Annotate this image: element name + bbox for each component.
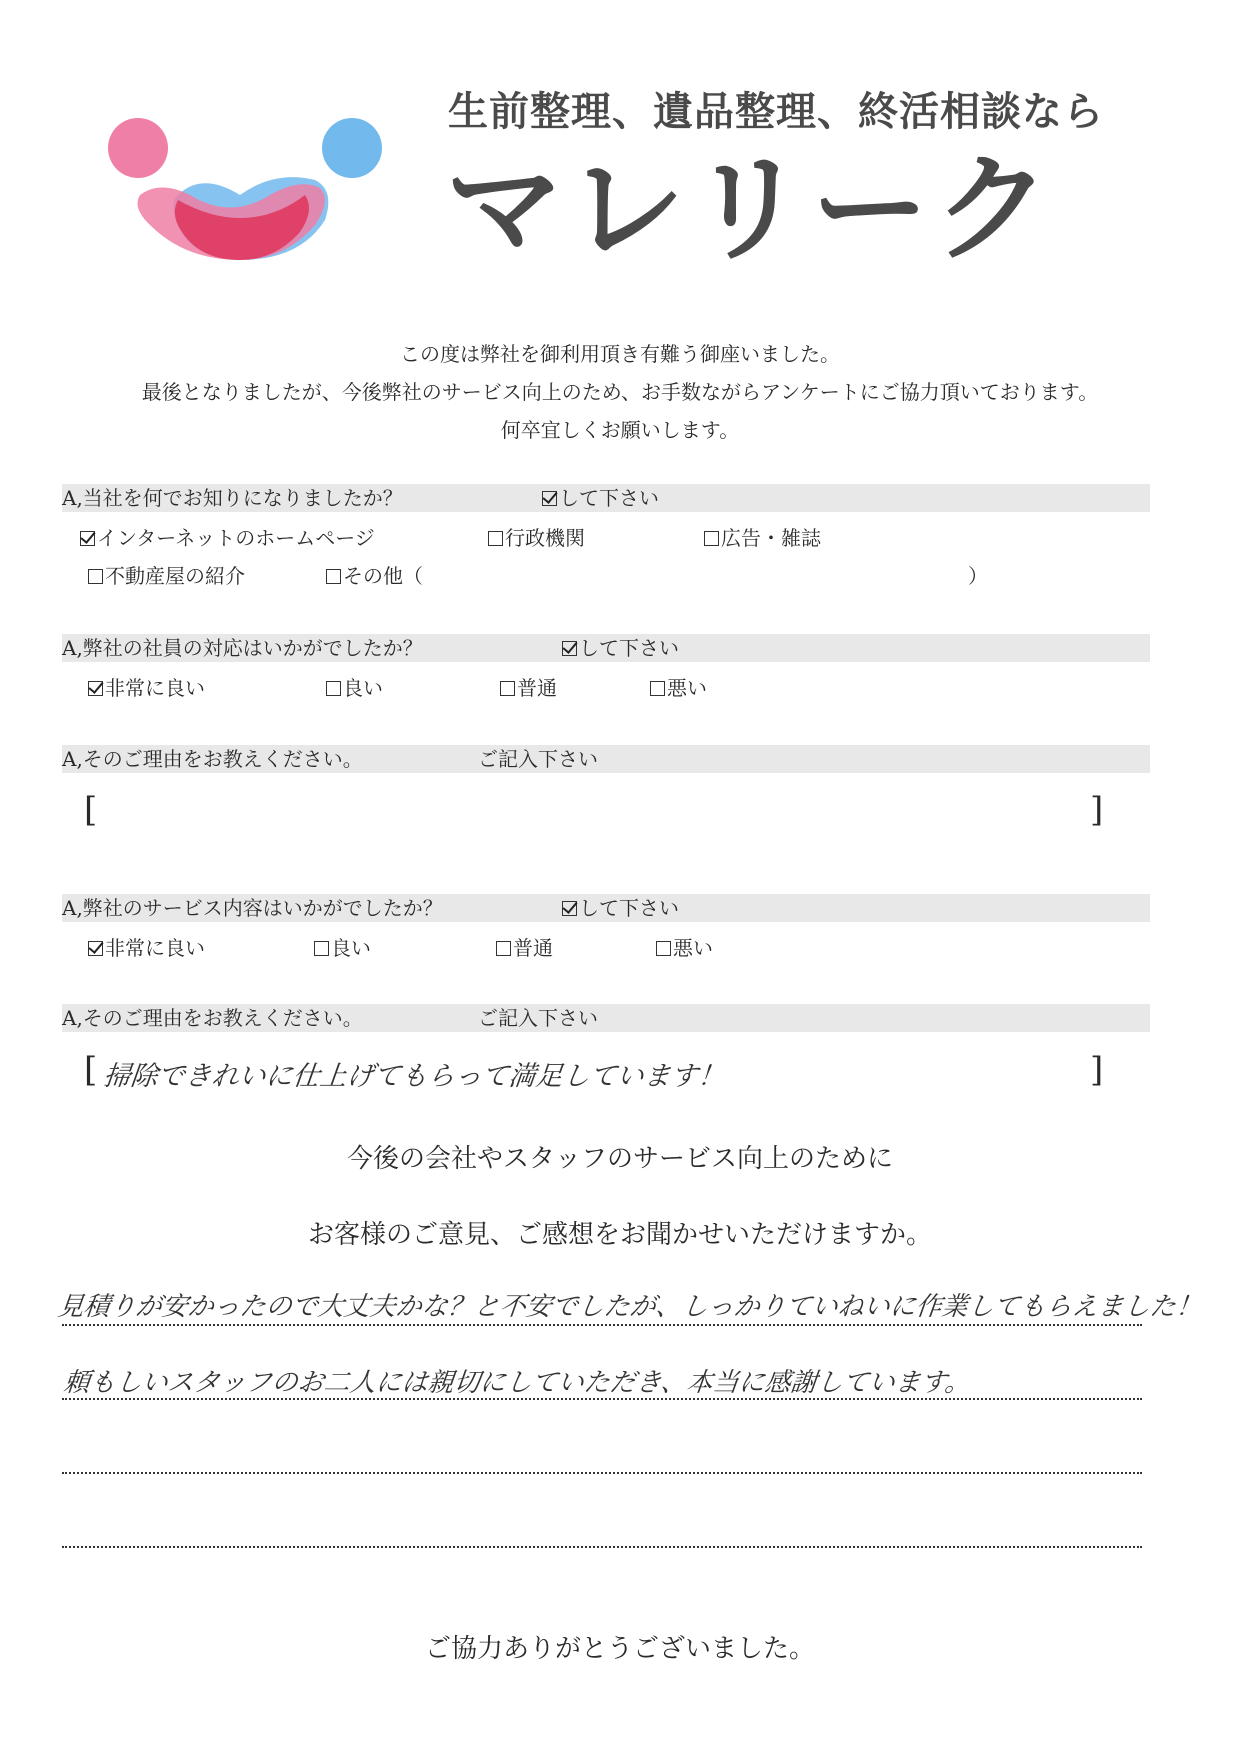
q1-option-other[interactable]: その他（ xyxy=(326,560,423,589)
checkbox-icon[interactable] xyxy=(704,531,719,546)
checkbox-icon[interactable] xyxy=(488,531,503,546)
q5-hint: ご記入下さい xyxy=(478,1006,598,1030)
checkbox-checked-icon[interactable] xyxy=(88,941,103,956)
feedback-line-1 xyxy=(62,1324,1142,1326)
feedback-line-4 xyxy=(62,1546,1142,1548)
q1-option-internet[interactable]: インターネットのホームページ xyxy=(80,522,375,551)
q4-option-good[interactable]: 良い xyxy=(314,932,371,961)
q3-hint: ご記入下さい xyxy=(478,747,598,771)
feedback-answer-2[interactable]: 頼もしいスタッフのお二人には親切にしていただき、本当に感謝しています。 xyxy=(62,1368,973,1398)
q3-label: A,そのご理由をお教えください。 xyxy=(62,747,363,771)
q1-option-ads[interactable]: 広告・雑誌 xyxy=(704,522,821,551)
q2-option-good[interactable]: 良い xyxy=(326,672,383,701)
q3-close-bracket: ] xyxy=(1090,790,1104,830)
tagline: 生前整理、遺品整理、終活相談なら xyxy=(448,89,1104,135)
checkbox-icon xyxy=(562,641,577,656)
closing-message: ご協力ありがとうございました。 xyxy=(424,1634,815,1664)
checkbox-icon[interactable] xyxy=(326,681,341,696)
feedback-prompt-1: 今後の会社やスタッフのサービス向上のために xyxy=(346,1144,893,1174)
intro-line-3: 何卒宜しくお願いします。 xyxy=(500,418,740,442)
q4-label: A,弊社のサービス内容はいかがでしたか？ xyxy=(62,896,443,920)
checkbox-icon xyxy=(562,901,577,916)
checkbox-icon[interactable] xyxy=(656,941,671,956)
checkbox-icon[interactable] xyxy=(650,681,665,696)
q5-label: A,そのご理由をお教えください。 xyxy=(62,1006,363,1030)
q1-option-government[interactable]: 行政機関 xyxy=(488,522,585,551)
checkbox-icon[interactable] xyxy=(314,941,329,956)
q4-option-very-good[interactable]: 非常に良い xyxy=(88,932,205,961)
checkbox-icon[interactable] xyxy=(326,569,341,584)
feedback-answer-1[interactable]: 見積りが安かったので大丈夫かな？と不安でしたが、しっかりていねいに作業してもらえました！ xyxy=(56,1292,1204,1322)
q1-label: A,当社を何でお知りになりましたか？ xyxy=(62,486,403,510)
checkbox-icon xyxy=(542,491,557,506)
checkbox-checked-icon[interactable] xyxy=(88,681,103,696)
q2-option-bad[interactable]: 悪い xyxy=(650,672,707,701)
intro-line-2: 最後となりましたが、今後弊社のサービス向上のため、お手数ながらアンケートにご協力頂いております。 xyxy=(141,380,1099,404)
q2-option-normal[interactable]: 普通 xyxy=(500,672,557,701)
q4-hint: して下さい xyxy=(562,894,679,922)
q5-answer[interactable]: 掃除できれいに仕上げてもらって満足しています！ xyxy=(102,1061,727,1092)
checkbox-icon[interactable] xyxy=(500,681,515,696)
q2-label: A,弊社の社員の対応はいかがでしたか？ xyxy=(62,636,423,660)
q5-close-bracket: ] xyxy=(1090,1050,1104,1090)
feedback-prompt-2: お客様のご意見、ご感想をお聞かせいただけますか。 xyxy=(307,1220,932,1250)
feedback-line-3 xyxy=(62,1472,1142,1474)
q1-other-close-paren: ） xyxy=(968,564,988,588)
checkbox-checked-icon[interactable] xyxy=(80,531,95,546)
q4-option-normal[interactable]: 普通 xyxy=(496,932,553,961)
checkbox-icon[interactable] xyxy=(496,941,511,956)
q3-open-bracket: [ xyxy=(84,790,98,830)
intro-line-1: この度は弊社を御利用頂き有難う御座いました。 xyxy=(400,342,840,366)
q5-open-bracket: [ xyxy=(84,1050,98,1090)
q1-option-realestate[interactable]: 不動産屋の紹介 xyxy=(88,560,245,589)
q4-option-bad[interactable]: 悪い xyxy=(656,932,713,961)
brand-name: マレリーク xyxy=(445,140,1056,278)
q2-hint: して下さい xyxy=(562,634,679,662)
brand-logo-icon xyxy=(100,110,400,280)
checkbox-icon[interactable] xyxy=(88,569,103,584)
q2-option-very-good[interactable]: 非常に良い xyxy=(88,672,205,701)
q1-hint: して下さい xyxy=(542,484,659,512)
feedback-line-2 xyxy=(62,1398,1142,1400)
